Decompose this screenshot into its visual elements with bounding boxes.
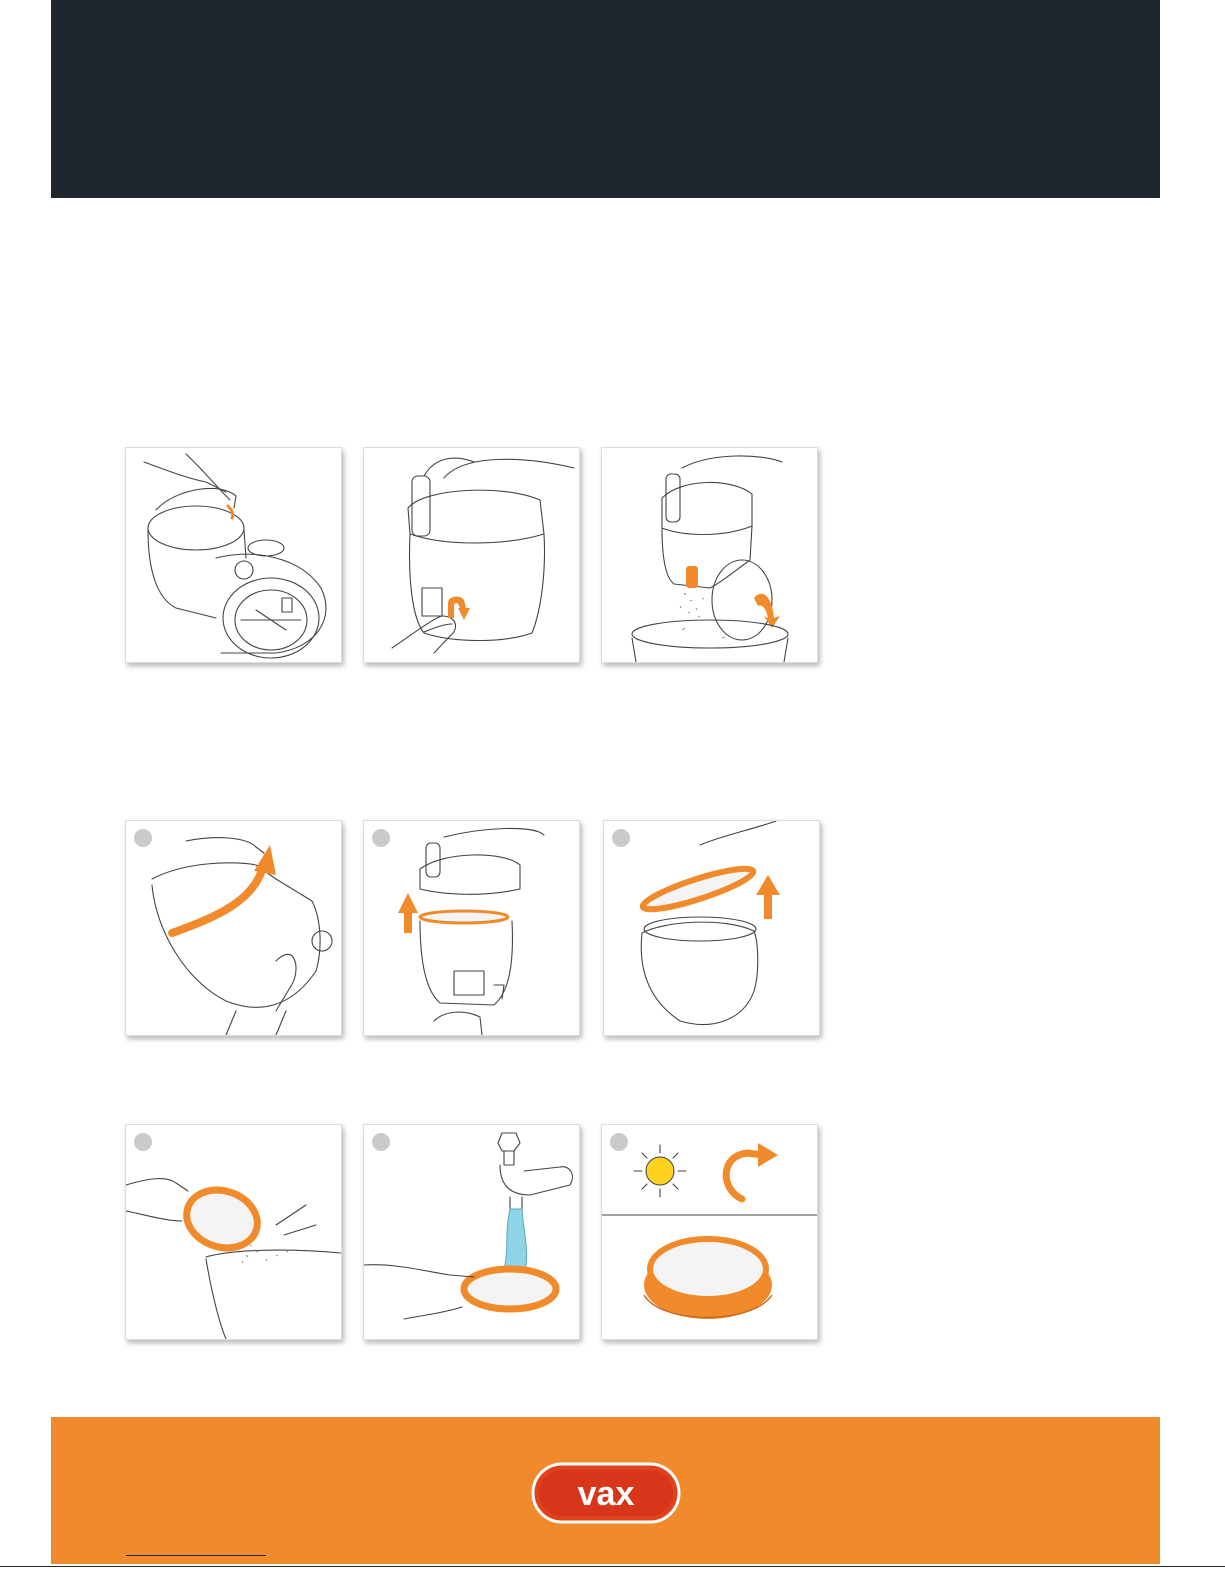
panel-twist-lid (125, 820, 342, 1036)
rinse-filter-under-tap-icon (364, 1125, 579, 1339)
step-marker (372, 829, 390, 847)
press-handle-release-icon (126, 448, 341, 662)
vax-logo-wordmark: vax (577, 1475, 635, 1513)
lift-lid-off-icon (364, 821, 579, 1035)
bottom-rule (0, 1566, 1225, 1567)
panel-lift-lid-off (363, 820, 580, 1036)
vax-logo (531, 1462, 681, 1524)
sun-icon (634, 1145, 686, 1197)
panel-dry-and-refit (601, 1124, 818, 1340)
footer-link-underline[interactable] (126, 1555, 266, 1556)
step-marker (134, 1133, 152, 1151)
twist-lid-icon (126, 821, 341, 1035)
header-band (51, 0, 1160, 198)
step-marker (610, 1133, 628, 1151)
step-marker (372, 1133, 390, 1151)
tap-filter-icon (126, 1125, 341, 1339)
panel-lift-bin-press-release (363, 447, 580, 663)
step-marker (612, 829, 630, 847)
refit-arrow-icon (726, 1143, 778, 1199)
dry-and-refit-filter-icon (602, 1125, 817, 1339)
remove-filter-icon (604, 821, 819, 1035)
panel-remove-filter (603, 820, 820, 1036)
step-marker (134, 829, 152, 847)
panel-empty-bin (601, 447, 818, 663)
panel-press-release-handle (125, 447, 342, 663)
vax-logo-icon (531, 1462, 681, 1524)
empty-bin-into-waste-icon (602, 448, 817, 662)
panel-rinse-filter (363, 1124, 580, 1340)
lift-bin-press-release-icon (364, 448, 579, 662)
panel-tap-filter (125, 1124, 342, 1340)
